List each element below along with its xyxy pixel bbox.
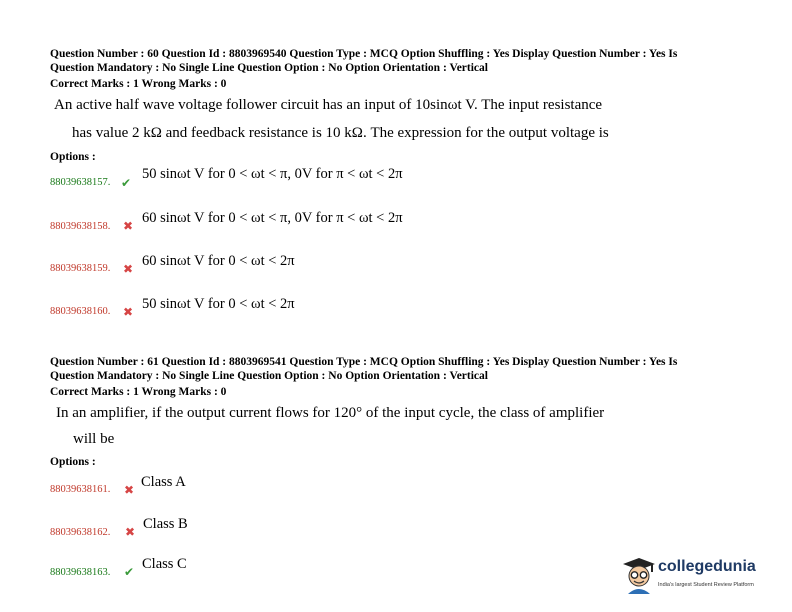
option-text: 50 sinωt V for 0 < ωt < 2π [142, 296, 295, 312]
option-text: Class B [143, 516, 188, 532]
cross-icon: ✖ [123, 305, 134, 319]
option-id: 88039638162. [50, 527, 111, 538]
option-text: 60 sinωt V for 0 < ωt < 2π [142, 253, 295, 269]
question-meta-line: Question Number : 61 Question Id : 8803969541 Question Type : MCQ Option Shuffling : Yes Display Question Number : Yes Is [50, 356, 678, 368]
option-id: 88039638158. [50, 221, 111, 232]
option-id: 88039638160. [50, 306, 111, 317]
option-text: 60 sinωt V for 0 < ωt < π, 0V for π < ωt < 2π [142, 210, 403, 226]
logo-name: collegedunia [658, 558, 756, 575]
mascot-icon [622, 556, 656, 596]
question-meta-line: Question Number : 60 Question Id : 8803969540 Question Type : MCQ Option Shuffling : Yes Display Question Number : Yes Is [50, 48, 678, 60]
cross-icon: ✖ [123, 262, 134, 276]
option-text: 50 sinωt V for 0 < ωt < π, 0V for π < ωt < 2π [142, 166, 403, 182]
options-label: Options : [50, 151, 96, 163]
question-text: An active half wave voltage follower circuit has an input of 10sinωt V. The input resistance [54, 97, 603, 113]
question-text: In an amplifier, if the output current flows for 120° of the input cycle, the class of amplifier [56, 405, 605, 421]
cross-icon: ✖ [124, 483, 135, 497]
option-id: 88039638161. [50, 484, 111, 495]
collegedunia-logo [622, 556, 770, 600]
check-icon: ✔ [121, 176, 132, 190]
question-text: has value 2 kΩ and feedback resistance is 10 kΩ. The expression for the output voltage is [72, 125, 609, 141]
question-marks: Correct Marks : 1 Wrong Marks : 0 [50, 386, 227, 398]
option-id: 88039638163. [50, 567, 111, 578]
cross-icon: ✖ [125, 525, 136, 539]
option-text: Class C [142, 556, 187, 572]
question-meta-line: Question Mandatory : No Single Line Question Option : No Option Orientation : Vertical [50, 62, 488, 74]
logo-tagline: India's largest Student Review Platform [658, 582, 754, 588]
question-meta-line: Question Mandatory : No Single Line Question Option : No Option Orientation : Vertical [50, 370, 488, 382]
question-marks: Correct Marks : 1 Wrong Marks : 0 [50, 78, 227, 90]
question-text: will be [73, 431, 115, 447]
option-id: 88039638157. [50, 177, 111, 188]
options-label: Options : [50, 456, 96, 468]
check-icon: ✔ [124, 565, 135, 579]
option-text: Class A [141, 474, 186, 490]
cross-icon: ✖ [123, 219, 134, 233]
option-id: 88039638159. [50, 263, 111, 274]
